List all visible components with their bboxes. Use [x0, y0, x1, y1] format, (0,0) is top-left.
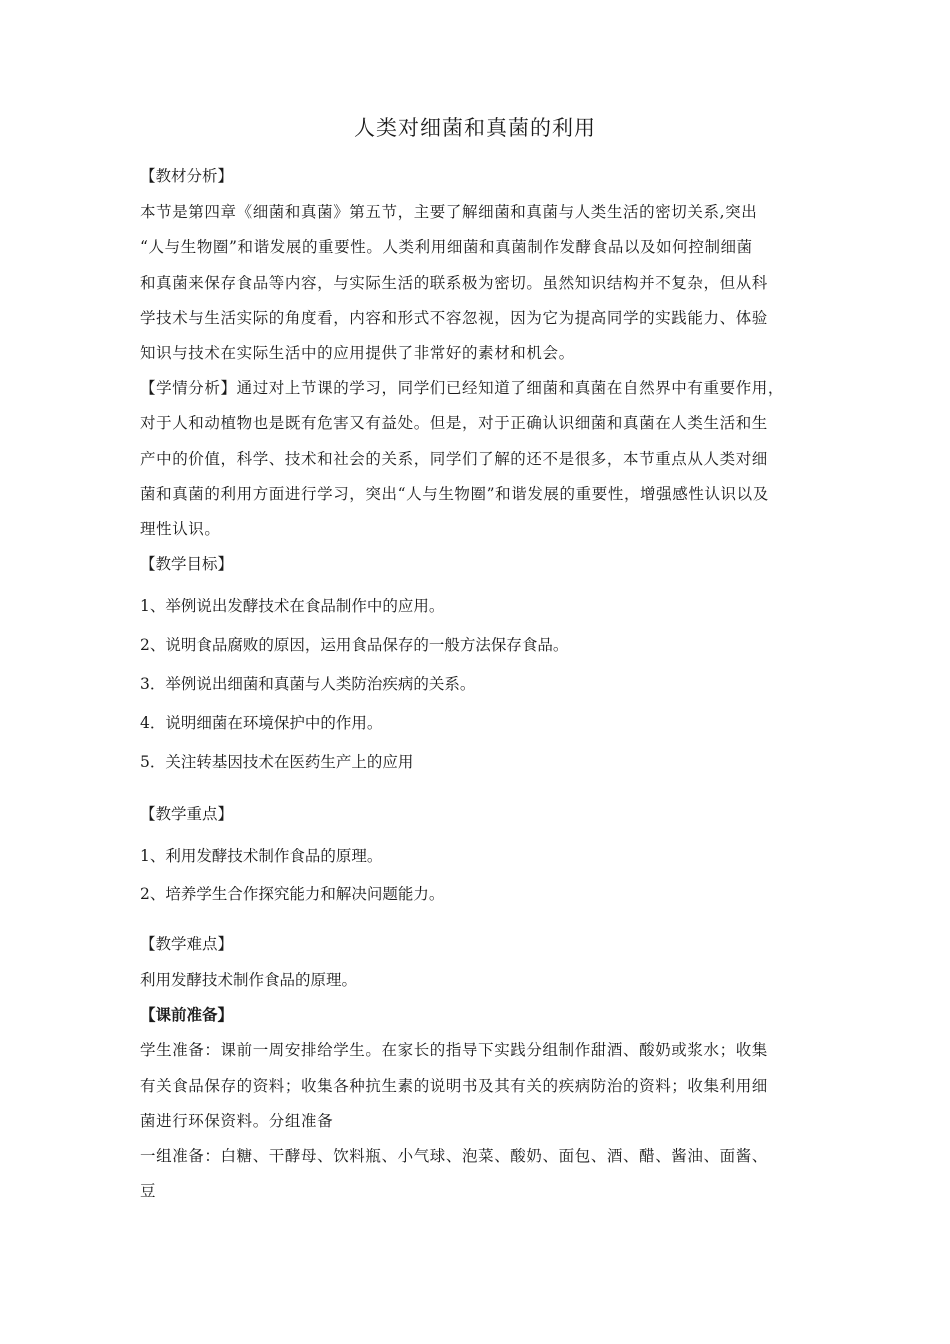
learner-line: 菌和真菌的利用方面进行学习，突出“人与生物圈”和谐发展的重要性，增强感性认识以及: [140, 485, 769, 503]
analysis-line: 和真菌来保存食品等内容，与实际生活的联系极为密切。虽然知识结构并不复杂，但从科: [140, 274, 768, 292]
analysis-line: “人与生物圈”和谐发展的重要性。人类利用细菌和真菌制作发酵食品以及如何控制细菌: [140, 238, 753, 256]
learner-line: 【学情分析】通过对上节课的学习，同学们已经知道了细菌和真菌在自然界中有重要作用，: [140, 379, 785, 397]
preparation-heading: 【课前准备】: [140, 1005, 234, 1024]
learner-line: 对于人和动植物也是既有危害又有益处。但是，对于正确认识细菌和真菌在人类生活和生: [140, 414, 768, 432]
preparation-line: 学生准备：课前一周安排给学生。在家长的指导下实践分组制作甜酒、酸奶或浆水；收集: [140, 1041, 768, 1059]
preparation-line: 一组准备：白糖、干酵母、饮料瓶、小气球、泡菜、酸奶、面包、酒、醋、酱油、面酱、: [140, 1147, 768, 1165]
goal-item: 2、说明食品腐败的原因，运用食品保存的一般方法保存食品。: [140, 636, 569, 654]
difficulty-heading: 【教学难点】: [140, 935, 234, 953]
key-point-item: 2、培养学生合作探究能力和解决问题能力。: [140, 885, 445, 903]
goal-item: 4．说明细菌在环境保护中的作用。: [140, 714, 383, 732]
preparation-line: 有关食品保存的资料；收集各种抗生素的说明书及其有关的疾病防治的资料；收集利用细: [140, 1077, 768, 1095]
goal-item: 5．关注转基因技术在医药生产上的应用: [140, 753, 414, 771]
analysis-line: 本节是第四章《细菌和真菌》第五节，主要了解细菌和真菌与人类生活的密切关系,突出: [140, 203, 758, 221]
goal-item: 3．举例说出细菌和真菌与人类防治疾病的关系。: [140, 675, 476, 693]
learner-line: 理性认识。: [140, 520, 221, 538]
analysis-heading: 【教材分析】: [140, 167, 234, 185]
preparation-line: 豆: [140, 1182, 157, 1200]
analysis-line: 知识与技术在实际生活中的应用提供了非常好的素材和机会。: [140, 344, 575, 362]
difficulty-text: 利用发酵技术制作食品的原理。: [140, 971, 358, 989]
goal-item: 1、举例说出发酵技术在食品制作中的应用。: [140, 597, 445, 615]
goals-heading: 【教学目标】: [140, 555, 234, 573]
page-title: 人类对细菌和真菌的利用: [354, 116, 596, 140]
learner-line: 产中的价值，科学、技术和社会的关系，同学们了解的还不是很多，本节重点从人类对细: [140, 450, 768, 468]
analysis-line: 学技术与生活实际的角度看，内容和形式不容忽视，因为它为提高同学的实践能力、体验: [140, 309, 768, 327]
preparation-line: 菌进行环保资料。分组准备: [140, 1112, 334, 1130]
key-point-item: 1、利用发酵技术制作食品的原理。: [140, 847, 383, 865]
key-points-heading: 【教学重点】: [140, 805, 234, 823]
